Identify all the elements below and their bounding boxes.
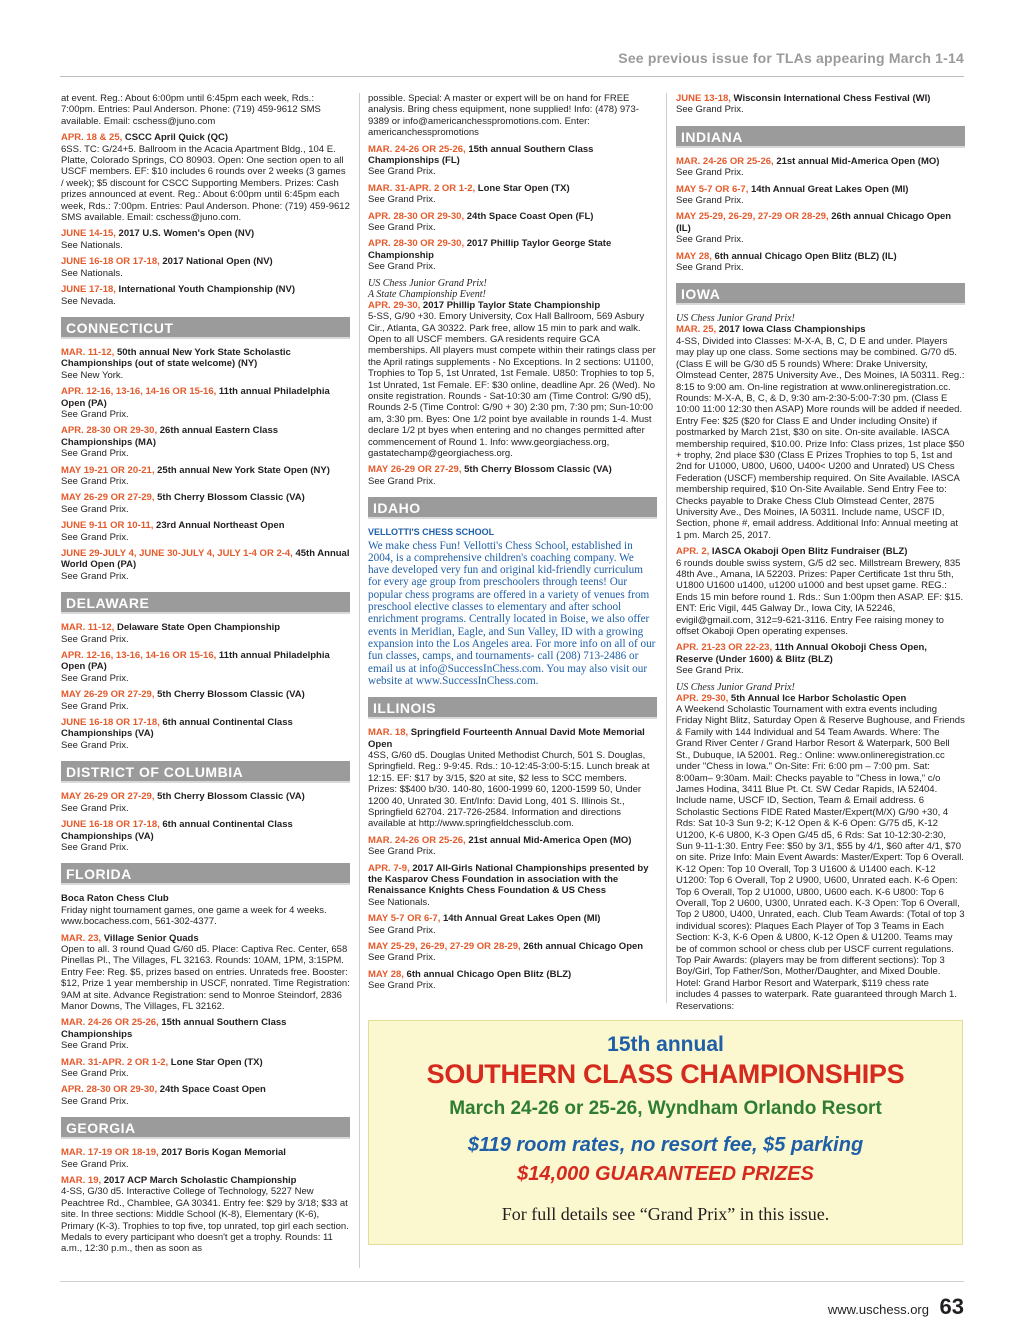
entry-dates: MAY 19-21 OR 20-21, bbox=[61, 464, 155, 476]
state-header-illinois: ILLINOIS bbox=[368, 697, 657, 719]
entry-body: See Grand Prix. bbox=[368, 222, 436, 234]
entry-dates: MAR. 24-26 OR 25-26, bbox=[676, 155, 774, 167]
tournament-entry bbox=[676, 546, 965, 637]
tournament-entry bbox=[676, 211, 965, 245]
entry-title: 2017 U.S. Women's Open (NV) bbox=[115, 228, 255, 240]
ad-room-rates: $119 room rates, no resort fee, $5 parking bbox=[467, 1134, 864, 1156]
entry-body: See Grand Prix. bbox=[61, 475, 129, 487]
entry-body: See Nationals. bbox=[368, 896, 430, 908]
entry-title: 26th annual Eastern Class Championships (MA) bbox=[61, 425, 279, 448]
tournament-entry bbox=[61, 132, 350, 223]
column-divider bbox=[359, 93, 360, 1268]
entry-dates: APR. 28-30 OR 29-30, bbox=[61, 1084, 158, 1096]
entry-dates: MAY 5-7 OR 6-7, bbox=[368, 913, 441, 925]
entry-body: See Grand Prix. bbox=[368, 475, 436, 487]
junior-grand-prix-note: US Chess Junior Grand Prix! bbox=[676, 313, 795, 325]
entry-title: 5th Annual Ice Harbor Scholastic Open bbox=[728, 692, 907, 704]
tournament-entry bbox=[368, 300, 657, 460]
entry-list bbox=[676, 93, 965, 116]
entry-body: See Grand Prix. bbox=[676, 262, 744, 274]
tournament-entry bbox=[676, 693, 965, 1012]
state-header-georgia: GEORGIA bbox=[61, 1117, 350, 1139]
entry-body: See Grand Prix. bbox=[676, 104, 744, 116]
tournament-entry bbox=[368, 941, 657, 964]
entry-dates: APR. 28-30 OR 29-30, bbox=[368, 238, 465, 250]
entry-dates: MAY 28, bbox=[676, 250, 712, 262]
entry-list bbox=[61, 791, 350, 853]
entry-dates: MAR. 18, bbox=[368, 727, 409, 739]
entry-list bbox=[61, 622, 350, 751]
continued-text: at event. Reg.: About 6:00pm until 6:45pm each week, Rds.: 7:00pm. Entries: Paul Anderson. Phone: (719) 459-9612 SMS available. Email: cschess@juno.com bbox=[61, 93, 321, 127]
entry-title: 6th annual Continental Class Championships (VA) bbox=[61, 819, 293, 842]
entry-body: 4-SS, Divided into Classes: M-X-A, B, C, D E and under. Players may play up one class. Some sections may be combined. G/70 d5. (Class E will be G/30 d5 5 rounds) Where: Drake University, Olmstead Center, 2875 University Ave., Des Moines, IA 50311. Reg.: 8:15 to 9:00 am. On-line registration at www.onlineregistration.cc. Rounds: M-X-A, B, C, & D, 9:30 am-2:30-5:00-7:30 pm. (Class E 10:00 11:00 12:30 then ASAP) More rounds will be added if needed. Entry Fee: $25 ($20 for Class E and Under including Onsite) if postmarked by March 21st, $30 on site. On-site available. IASCA membership required, $10.00. Prize Info: Class prizes, 1st place $50 + trophy, 2nd place $30 (Class E Prizes Trophies to top 5, 1st and 2nd for U1000, U800, U600, U400< U200 and Unrated) US Chess Federation (USCF) membership required. On Site Available. IASCA membership required, $10 On-Site Available. Send Entry Fee to: Checks payable to Drake Chess Club Olmstead Center, 2875 University Ave., Des Moines, IA 50311. Include name, USCF ID, Section, phone #, email address. Additional Info: Annual meeting at 1 pm. March 25, 2017. bbox=[676, 335, 965, 541]
entry-title: 21st annual Mid-America Open (MO) bbox=[465, 834, 632, 846]
entry-title: 15th annual Southern Class Championships bbox=[61, 1017, 287, 1040]
entry-title: CSCC April Quick (QC) bbox=[122, 132, 228, 144]
tournament-entry bbox=[368, 464, 657, 487]
entry-dates: MAY 5-7 OR 6-7, bbox=[676, 183, 749, 195]
entry-title: 2017 Boris Kogan Memorial bbox=[158, 1147, 286, 1159]
entry-dates: JUNE 16-18 OR 17-18, bbox=[61, 819, 160, 831]
state-header-delaware: DELAWARE bbox=[61, 592, 350, 614]
entry-list bbox=[61, 347, 350, 582]
entry-list bbox=[368, 464, 657, 487]
entry-body: See Grand Prix. bbox=[676, 665, 744, 677]
entry-dates: MAR. 31-APR. 2 OR 1-2, bbox=[368, 182, 476, 194]
entry-body: 6 rounds double swiss system, G/5 d2 sec. Millstream Brewery, 835 48th Ave., Amana, IA 52203. Prizes: Paper Certificate 1st thru 5th, U1800 U1600 u1400, u1200 u1000 and best upset game. REG.: Ends 15 min before round 1. Rds.: Sun 1:00pm then ASAP. EF: $15. ENT: Eric Vigil, 445 Galway Dr., Iowa City, IA 52246, evigil@gmail.com, 312=9-621-3116. Entry Fee raising money to offset Okaboji Open operating expenses. bbox=[676, 557, 964, 638]
entry-title: 5th Cherry Blossom Classic (VA) bbox=[461, 464, 612, 476]
entry-dates: MAY 25-29, 26-29, 27-29 OR 28-29, bbox=[676, 211, 829, 223]
entry-title: 2017 National Open (NV) bbox=[159, 256, 273, 268]
header-note: See previous issue for TLAs appearing March 1-14 bbox=[618, 50, 964, 66]
entry-dates: JUNE 14-15, bbox=[61, 228, 116, 240]
entry-title: 50th annual New York State Scholastic Championships (out of state welcome) (NY) bbox=[61, 346, 291, 370]
entry-title: 2017 ACP March Scholastic Championship bbox=[101, 1175, 297, 1187]
club-body: Friday night tournament games, one game a week for 4 weeks. www.bocachess.com, 561-302-4377. bbox=[61, 904, 327, 928]
entry-list bbox=[61, 933, 350, 1108]
entry-title: Wisconsin International Chess Festival (WI) bbox=[730, 93, 931, 104]
entry-dates: APR. 21-23 OR 22-23, bbox=[676, 642, 773, 654]
entry-dates: MAR. 24-26 OR 25-26, bbox=[61, 1017, 159, 1029]
entry-body: See Grand Prix. bbox=[368, 924, 436, 936]
entry-body: See Grand Prix. bbox=[61, 570, 129, 582]
tournament-entry bbox=[61, 717, 350, 751]
tournament-entry bbox=[368, 969, 657, 992]
entry-dates: MAR. 11-12, bbox=[61, 346, 115, 358]
footer-rule bbox=[60, 1281, 964, 1282]
entry-body: See Grand Prix. bbox=[368, 166, 436, 178]
page-number: 63 bbox=[939, 1294, 964, 1319]
state-header-iowa: IOWA bbox=[676, 283, 965, 305]
entry-dates: JUNE 29-JULY 4, JUNE 30-JULY 4, JULY 1-4 OR 2-4, bbox=[61, 548, 293, 559]
promo-body: We make chess Fun! Vellotti's Chess School, established in 2004, is a comprehensive children's coaching company. We have developed very fun and original kid-friendly curriculum for every age group from preschoolers through teens! Our popular chess programs are offered in a variety of venues from preschool elective classes to elementary and after school enrichment programs. Centrally located in Boise, we also offer events in Meridian, Eagle, and Sun Valley, ID with a growing expansion into the Los Angeles area. For more info on all of our fun classes, camps, and tournaments- call (208) 713-2486 or email us at info@SuccessInChess.com. You may also visit our website at www.SuccessInChess.com. bbox=[368, 539, 656, 687]
entry-body: 6SS. TC: G/24+5. Ballroom in the Acacia Apartment Bldg., 104 E. Platte, Colorado Springs, CO 80903. Open: One section open to all USCF members. EF: $10 includes 6 rounds over 2 weeks (3 games / week); $5 discount for CSCC Supporting Members. Prizes: Cash prizes announced at event. Reg.: About 6:00pm until 6:45pm each week, Rds.: 7:00pm. Entries: Paul Anderson. Phone: (719) 459-9612 SMS available. Email: cschess@juno.com. bbox=[61, 143, 350, 224]
entry-body: See Grand Prix. bbox=[368, 261, 436, 273]
tournament-entry bbox=[676, 184, 965, 207]
ad-dates-venue: March 24-26 or 25-26, Wyndham Orlando Resort bbox=[449, 1098, 882, 1119]
tournament-entry bbox=[368, 727, 657, 830]
tournament-entry bbox=[61, 520, 350, 543]
state-championship-note: A State Championship Event! bbox=[368, 288, 486, 300]
entry-title: 6th annual Chicago Open Blitz (BLZ) bbox=[403, 968, 572, 980]
entry-body: See Nationals. bbox=[61, 239, 123, 251]
tournament-entry bbox=[61, 465, 350, 488]
entry-list bbox=[676, 156, 965, 274]
entry-title: 11th annual Philadelphia Open (PA) bbox=[61, 650, 330, 673]
entry-body: See Grand Prix. bbox=[61, 802, 129, 814]
footer-url: www.uschess.org bbox=[827, 1302, 929, 1317]
entry-title: 11th annual Philadelphia Open (PA) bbox=[61, 386, 330, 409]
tournament-entry bbox=[61, 386, 350, 420]
entry-title: Village Senior Quads bbox=[101, 932, 199, 944]
tournament-entry bbox=[368, 835, 657, 858]
entry-body: See Grand Prix. bbox=[368, 952, 436, 964]
state-header-florida: FLORIDA bbox=[61, 863, 350, 885]
tournament-entry bbox=[61, 425, 350, 459]
entry-body: See Grand Prix. bbox=[368, 980, 436, 992]
entry-title: 5th Cherry Blossom Classic (VA) bbox=[154, 791, 305, 803]
entry-title: 5th Cherry Blossom Classic (VA) bbox=[154, 689, 305, 701]
entry-body: See Grand Prix. bbox=[676, 167, 744, 179]
entry-title: 23rd Annual Northeast Open bbox=[153, 520, 285, 532]
entry-title: Lone Star Open (TX) bbox=[168, 1056, 263, 1068]
entry-body: 5-SS, G/90 +30. Emory University, Cox Hall Ballroom, 569 Asbury Cir., Atlanta, GA 30322. Park free, allow 15 min to park and walk. Open to all USCF members. GA residents require GCA memberships. All players must compete within their ratings class per the April ratings supplements - No Exceptions. In 2 sections: U1100, Trophies to Top 5, 1st Unrated, 1st Female. U850: Trophies to top 5, 1st Unrated, 1st Female. EF: $30 online, deadline Apr. 26 (Wed). No onsite registration. Rounds - Sat-10:30 am (Time Control: G/90 d5), Rounds 2-5 (Time Control: G/90 + 30) 2:30 pm, 7:30 pm; Sun-10:00 am, 3:30 pm. Byes: One 1/2 point bye available in rounds 1-4. Must declare 1/2 pt byes when entering and no changes permitted after commencement of Round 1. Info: www.georgiachess.org, gastatechamp@georgiachess.org. bbox=[368, 311, 656, 459]
entry-dates: APR. 29-30, bbox=[368, 299, 421, 311]
tournament-entry bbox=[61, 819, 350, 853]
tournament-entry bbox=[676, 642, 965, 676]
tournament-entry bbox=[61, 284, 350, 307]
entry-dates: APR. 12-16, 13-16, 14-16 OR 15-16, bbox=[61, 386, 217, 398]
entry-title: 6th annual Chicago Open Blitz (BLZ) (IL) bbox=[711, 250, 897, 262]
tournament-entry bbox=[61, 622, 350, 645]
entry-list bbox=[61, 1147, 350, 1255]
entry-dates: MAR. 24-26 OR 25-26, bbox=[368, 143, 466, 155]
tournament-entry bbox=[61, 1175, 350, 1255]
entry-body: See Grand Prix. bbox=[61, 531, 129, 543]
entry-body: 4-SS, G/30 d5. Interactive College of Technology, 5227 New Peachtree Rd., Chamblee, GA 30341. Entry fee: $29 by 3/18; $33 at site. In three sections: Middle School (K-8), Elementary (K-6), Primary (K-3). Trophies to top five, top unrated, top girl each section. Medals to every participant who doesn't get a trophy. Rounds: 11 a.m., 12:30 p.m., then as soon as bbox=[61, 1186, 349, 1255]
column-divider bbox=[666, 93, 667, 1003]
entry-dates: JUNE 16-18 OR 17-18, bbox=[61, 256, 160, 268]
entry-body: See Grand Prix. bbox=[61, 700, 129, 712]
entry-dates: APR. 29-30, bbox=[676, 692, 729, 704]
entry-body: See Nationals. bbox=[61, 267, 123, 279]
entry-body: See Grand Prix. bbox=[368, 846, 436, 858]
entry-dates: APR. 12-16, 13-16, 14-16 OR 15-16, bbox=[61, 650, 217, 662]
tournament-entry bbox=[676, 251, 965, 274]
entry-title: Lone Star Open (TX) bbox=[475, 182, 570, 194]
club-title: Boca Raton Chess Club bbox=[61, 893, 169, 905]
header-rule bbox=[60, 76, 964, 77]
entry-body: A Weekend Scholastic Tournament with extra events including Friday Night Blitz, Saturday Open & Reserve Bughouse, and Friends & Family with 144 Individual and 54 Team Awards. Where: The Grand River Center / Grand Harbor Resort & Waterpark, 500 Bell St., Dubuque, IA 52001. Reg.: Online: www.onlineregistration.cc under "Chess in Iowa." On-Site: Fri: 6:00 pm – 7:00 pm. Sat: 8:00am– 9:30am. Mail: Checks payable to "Chess in Iowa," c/o James Hodina, 3411 Blue Pt. Ct. SW Cedar Rapids, IA 52404. Include name, USCF ID, Section, Team & Email address. 6 Scholastic Sections FIDE Rated Master/Expert(M/X) G/90 +30, 4 Rds: Sat 10-3 Sun 9-2; K-12 Open & K-6 Open: G/75 d5, K-12 U1200, K-6 U800, K-3 Open G/45 d5, 6 Rds: Sat 10-12:30-2:30, Sun 9-11-1:30. Entry Fee: $50 by 3/1, $55 by 4/1, $60 after 4/1, $70 on site. Prize Info: Main Event Awards: Master/Expert: Top 6 Overall. K-12 Open: Top 10 Overall, Top 3 U1600 & U1400 each. K-12 U1200: Top 6 Overall, Top 2 U900, U600, Unrated each. K-6 Open: Top 6 Overall, Top 2 U1000, U800, U600 each. K-6 U800: Top 6 Overall, Top 2 U600, U300, Unrated each. K-3 Open: Top 6 Overall, Top 2 U800, U400, Unrated, each. Club Team Awards: (Total of top 3 individual scores): Plaques Each Player of Top 3 Teams in Each Section: K-3, K-6 Open & U800, K-12 Open & U1200. Teams may be of common school or chess club per USCF current regulations. Top Pair Awards: (players may be from different sections): Top 3 Boy/Girl, Top Father/Son, Mother/Daughter, and Mixed Double. Hotel: Grand Harbor Resort and Waterpark, $119 chess rate includes 4 passes to waterpark. Rate guaranteed through March 1. Reservations: bbox=[676, 704, 965, 1012]
entry-title: 21st annual Mid-America Open (MO) bbox=[773, 155, 940, 167]
continued-text: possible. Special: A master or expert will be on hand for FREE analysis. Bring chess equipment, none supplied! Info: (478) 973-9389 or info@americanchesspromotions.com. Enter: americanchesspromotions bbox=[368, 93, 639, 139]
tournament-entry bbox=[676, 156, 965, 179]
entry-body: See Grand Prix. bbox=[61, 739, 129, 751]
entry-body: See Grand Prix. bbox=[61, 448, 129, 460]
junior-grand-prix-note: US Chess Junior Grand Prix! bbox=[368, 277, 487, 289]
column-1 bbox=[61, 93, 350, 1273]
tournament-entry bbox=[61, 650, 350, 684]
entry-dates: MAR. 24-26 OR 25-26, bbox=[368, 834, 466, 846]
entry-body: 4SS, G/60 d5. Douglas United Methodist Church, 501 S. Douglas, Springfield. Reg.: 9-9:45. Rds.: 10-12:45-3:00-5:15. Lunch break at 12:15. EF: $17 by 3/15, $20 at site, $2 less to SCC members. Prizes: $$400 b/30. 140-80, 1600-1999 60, 1200-1599 50, Under 1200 40, Unrated 30. Ent/Info: David Long, 401 S. Illinois St., Springfield 62704. 217-726-2584. Information and directions available at http://www.springfieldchessclub.com. bbox=[368, 749, 650, 830]
entry-dates: APR. 28-30 OR 29-30, bbox=[61, 425, 158, 437]
entry-dates: MAY 26-29 OR 27-29, bbox=[61, 689, 155, 701]
entry-title: 26th annual Chicago Open bbox=[520, 941, 644, 953]
entry-list bbox=[368, 144, 657, 273]
state-header-connecticut: CONNECTICUT bbox=[61, 317, 350, 339]
entry-dates: APR. 7-9, bbox=[368, 862, 410, 874]
entry-body: See Grand Prix. bbox=[61, 1095, 129, 1107]
entry-list bbox=[61, 132, 350, 307]
entry-dates: JUNE 16-18 OR 17-18, bbox=[61, 717, 160, 729]
entry-dates: MAR. 23, bbox=[61, 932, 102, 944]
entry-title: IASCA Okaboji Open Blitz Fundraiser (BLZ) bbox=[709, 546, 908, 558]
entry-title: Delaware State Open Championship bbox=[114, 622, 281, 634]
entry-body: See Grand Prix. bbox=[676, 234, 744, 246]
entry-title: 45th Annual World Open (PA) bbox=[61, 548, 350, 571]
tournament-entry bbox=[61, 256, 350, 279]
entry-title: 15th annual Southern Class Championships (FL) bbox=[368, 143, 594, 167]
ad-edition: 15th annual bbox=[607, 1033, 724, 1056]
entry-title: 2017 Iowa Class Championships bbox=[716, 324, 866, 336]
state-header-dc: DISTRICT OF COLUMBIA bbox=[61, 761, 350, 783]
entry-title: 14th Annual Great Lakes Open (MI) bbox=[440, 913, 601, 925]
tournament-entry bbox=[368, 863, 657, 909]
junior-grand-prix-note: US Chess Junior Grand Prix! bbox=[676, 681, 795, 693]
entry-body: See Grand Prix. bbox=[61, 408, 129, 420]
entry-body: Open to all. 3 round Quad G/60 d5. Place: Captiva Rec. Center, 658 Pinellas Pl., The Villages, FL 32163. Rounds: 10AM, 1PM, 3:15PM. Entry Fee: Reg. $5, prizes based on entries. Unrateds free. Booster: $12, Prize 1 year membership in USCF, nonrated. Time Registration: 9AM at site. Advance Registration: send to Monroe Steindorf, 2836 Manor Downs, The Villages, FL 32162. bbox=[61, 943, 350, 1012]
tournament-entry bbox=[368, 183, 657, 206]
state-header-idaho: IDAHO bbox=[368, 497, 657, 519]
tournament-entry bbox=[61, 228, 350, 251]
tournament-entry bbox=[61, 1017, 350, 1051]
state-header-indiana: INDIANA bbox=[676, 126, 965, 148]
entry-dates: APR. 28-30 OR 29-30, bbox=[368, 210, 465, 222]
tournament-entry bbox=[61, 791, 350, 814]
entry-title: 6th annual Continental Class Championships (VA) bbox=[61, 717, 293, 740]
entry-dates: MAR. 11-12, bbox=[61, 622, 115, 634]
tournament-entry bbox=[676, 324, 965, 541]
entry-title: 2017 Phillip Taylor George State Championship bbox=[368, 238, 612, 261]
ad-title: SOUTHERN CLASS CHAMPIONSHIPS bbox=[426, 1059, 905, 1089]
tournament-entry bbox=[676, 93, 965, 116]
tournament-entry bbox=[368, 144, 657, 178]
entry-body: See Grand Prix. bbox=[61, 1068, 129, 1079]
entry-title: 26th annual Chicago Open (IL) bbox=[676, 211, 952, 234]
entry-title: 2017 Phillip Taylor State Championship bbox=[420, 299, 601, 311]
entry-title: 25th annual New York State Open (NY) bbox=[154, 464, 330, 476]
entry-body: See Grand Prix. bbox=[368, 194, 436, 206]
entry-body: See Grand Prix. bbox=[61, 1158, 129, 1170]
entry-dates: MAY 28, bbox=[368, 968, 404, 980]
tournament-entry bbox=[61, 689, 350, 712]
entry-title: 14th Annual Great Lakes Open (MI) bbox=[748, 183, 909, 195]
entry-title: 24th Space Coast Open (FL) bbox=[464, 210, 594, 222]
entry-title: Springfield Fourteenth Annual David Mote Memorial Open bbox=[368, 727, 645, 750]
promo-heading: VELLOTTI'S CHESS SCHOOL bbox=[368, 527, 495, 538]
entry-dates: MAR. 19, bbox=[61, 1175, 102, 1187]
tournament-entry bbox=[61, 347, 350, 381]
entry-dates: MAY 26-29 OR 27-29, bbox=[61, 791, 155, 803]
tournament-entry bbox=[61, 1147, 350, 1170]
column-2 bbox=[368, 93, 657, 993]
entry-body: See Grand Prix. bbox=[61, 503, 129, 515]
entry-body: See Grand Prix. bbox=[61, 633, 129, 645]
entry-body: See Grand Prix. bbox=[61, 672, 129, 684]
tournament-entry bbox=[61, 492, 350, 515]
entry-dates: MAY 26-29 OR 27-29, bbox=[368, 464, 462, 476]
entry-body: See Grand Prix. bbox=[61, 841, 129, 853]
tournament-entry bbox=[368, 913, 657, 936]
tournament-entry bbox=[368, 238, 657, 272]
entry-title: 5th Cherry Blossom Classic (VA) bbox=[154, 492, 305, 504]
southern-class-ad bbox=[368, 1020, 963, 1245]
entry-dates: JUNE 13-18, bbox=[676, 93, 731, 104]
entry-body: See Nevada. bbox=[61, 295, 116, 307]
ad-prizes: $14,000 GUARANTEED PRIZES bbox=[517, 1163, 814, 1185]
entry-dates: JUNE 17-18, bbox=[61, 284, 116, 296]
club-listing bbox=[61, 893, 350, 927]
ad-details: For full details see “Grand Prix” in this issue. bbox=[501, 1204, 830, 1224]
entry-dates: APR. 18 & 25, bbox=[61, 132, 123, 144]
entry-title: International Youth Championship (NV) bbox=[115, 284, 296, 296]
entry-dates: APR. 2, bbox=[676, 546, 710, 558]
entry-dates: MAR. 25, bbox=[676, 324, 717, 336]
tournament-entry bbox=[61, 1057, 350, 1080]
tournament-entry bbox=[61, 1084, 350, 1107]
entry-title: 2017 All-Girls National Championships presented by the Kasparov Chess Foundation in association with the Renaissance Knights Chess Foundation & US Chess bbox=[368, 862, 649, 897]
entry-title: 11th Annual Okoboji Chess Open, Reserve (Under 1600) & Blitz (BLZ) bbox=[676, 642, 927, 665]
column-3 bbox=[676, 93, 965, 1012]
entry-dates: JUNE 9-11 OR 10-11, bbox=[61, 520, 154, 532]
entry-body: See Grand Prix. bbox=[676, 195, 744, 207]
entry-dates: MAR. 31-APR. 2 OR 1-2, bbox=[61, 1056, 169, 1068]
entry-dates: MAR. 17-19 OR 18-19, bbox=[61, 1147, 159, 1159]
tournament-entry bbox=[61, 933, 350, 1013]
entry-dates: MAY 25-29, 26-29, 27-29 OR 28-29, bbox=[368, 941, 521, 953]
tournament-entry bbox=[368, 211, 657, 234]
tournament-entry bbox=[61, 548, 350, 582]
entry-title: 24th Space Coast Open bbox=[157, 1084, 266, 1096]
entry-body: See Grand Prix. bbox=[61, 1040, 129, 1052]
entry-list bbox=[368, 727, 657, 992]
entry-body: See New York. bbox=[61, 369, 124, 381]
entry-dates: MAY 26-29 OR 27-29, bbox=[61, 492, 155, 504]
